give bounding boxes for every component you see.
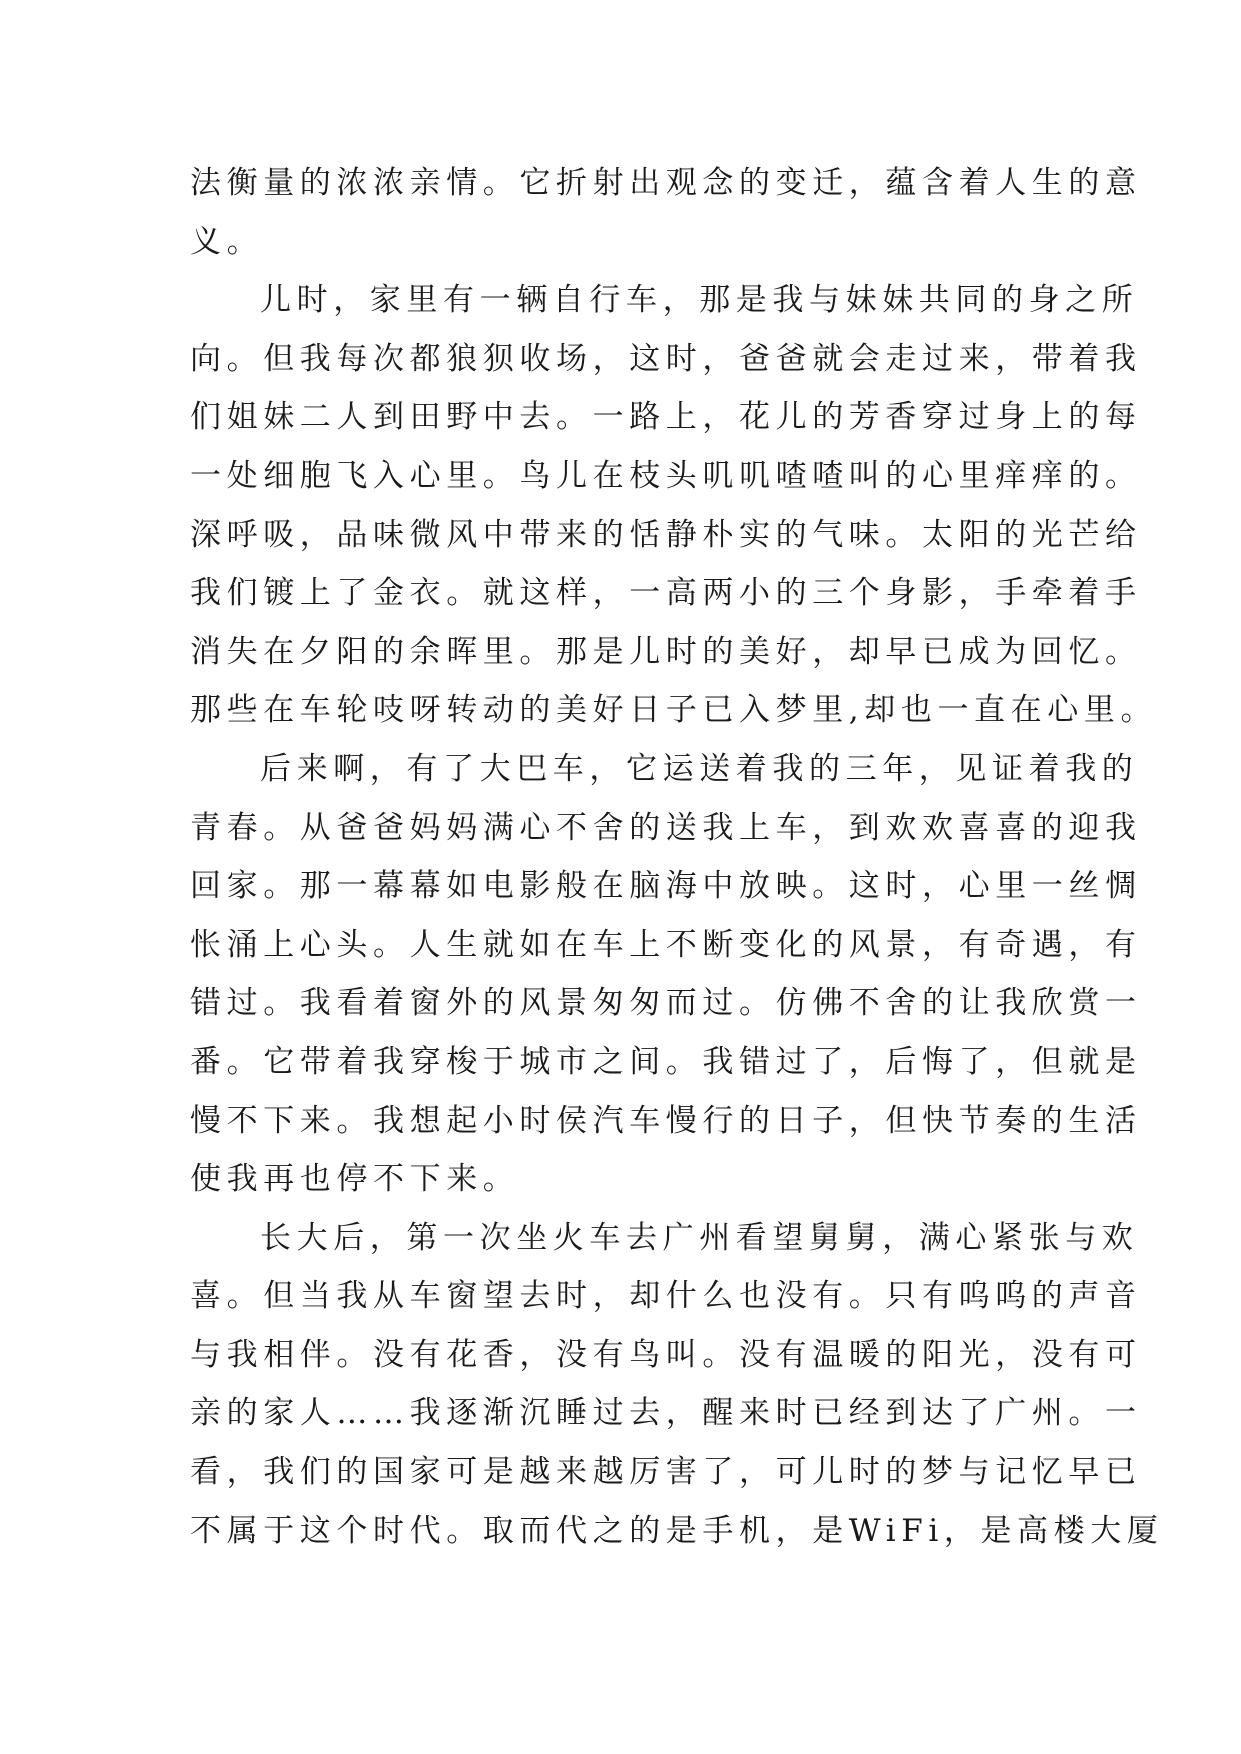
text-line: 一处细胞飞入心里。鸟儿在枝头叽叽喳喳叫的心里痒痒的。 — [190, 457, 1142, 494]
paragraph-first-line: 儿时，家里有一辆自行车，那是我与妹妹共同的身之所 — [260, 282, 1139, 319]
text-line: 向。但我每次都狼狈收场，这时，爸爸就会走过来，带着我 — [190, 340, 1142, 377]
text-line: 喜。但当我从车窗望去时，却什么也没有。只有呜呜的声音 — [190, 1278, 1142, 1315]
text-line: 们姐妹二人到田野中去。一路上，花儿的芳香穿过身上的每 — [190, 399, 1142, 436]
text-line: 与我相伴。没有花香，没有鸟叫。没有温暖的阳光，没有可 — [190, 1336, 1142, 1373]
text-line: 青春。从爸爸妈妈满心不舍的送我上车，到欢欢喜喜的迎我 — [190, 809, 1142, 846]
text-line: 亲的家人……我逐渐沉睡过去，醒来时已经到达了广州。一 — [190, 1395, 1142, 1432]
text-line: 看，我们的国家可是越来越厉害了，可儿时的梦与记忆早已 — [190, 1454, 1142, 1491]
text-line: 义。 — [190, 223, 264, 260]
text-line: 那些在车轮吱呀转动的美好日子已入梦里,却也一直在心里。 — [190, 692, 1158, 729]
text-line: 不属于这个时代。取而代之的是手机，是WiFi，是高楼大厦 — [190, 1512, 1164, 1549]
text-line: 法衡量的浓浓亲情。它折射出观念的变迁，蕴含着人生的意 — [190, 165, 1142, 201]
text-line: 深呼吸，品味微风中带来的恬静朴实的气味。太阳的光芒给 — [190, 516, 1142, 553]
text-line: 慢不下来。我想起小时侯汽车慢行的日子，但快节奏的生活 — [190, 1102, 1142, 1139]
text-line: 番。它带着我穿梭于城市之间。我错过了，后悔了，但就是 — [190, 1043, 1142, 1080]
paragraph-first-line: 后来啊，有了大巴车，它运送着我的三年，见证着我的 — [260, 750, 1139, 787]
text-line: 消失在夕阳的余晖里。那是儿时的美好，却早已成为回忆。 — [190, 633, 1142, 670]
paragraph-first-line: 长大后，第一次坐火车去广州看望舅舅，满心紧张与欢 — [260, 1219, 1139, 1256]
text-line: 我们镀上了金衣。就这样，一高两小的三个身影，手牵着手 — [190, 575, 1142, 612]
text-line: 怅涌上心头。人生就如在车上不断变化的风景，有奇遇，有 — [190, 926, 1142, 963]
text-line: 使我再也停不下来。 — [190, 1161, 520, 1198]
text-line: 回家。那一幕幕如电影般在脑海中放映。这时，心里一丝惆 — [190, 868, 1142, 905]
body-text — [190, 154, 1164, 1560]
text-line: 错过。我看着窗外的风景匆匆而过。仿佛不舍的让我欣赏一 — [190, 985, 1142, 1022]
